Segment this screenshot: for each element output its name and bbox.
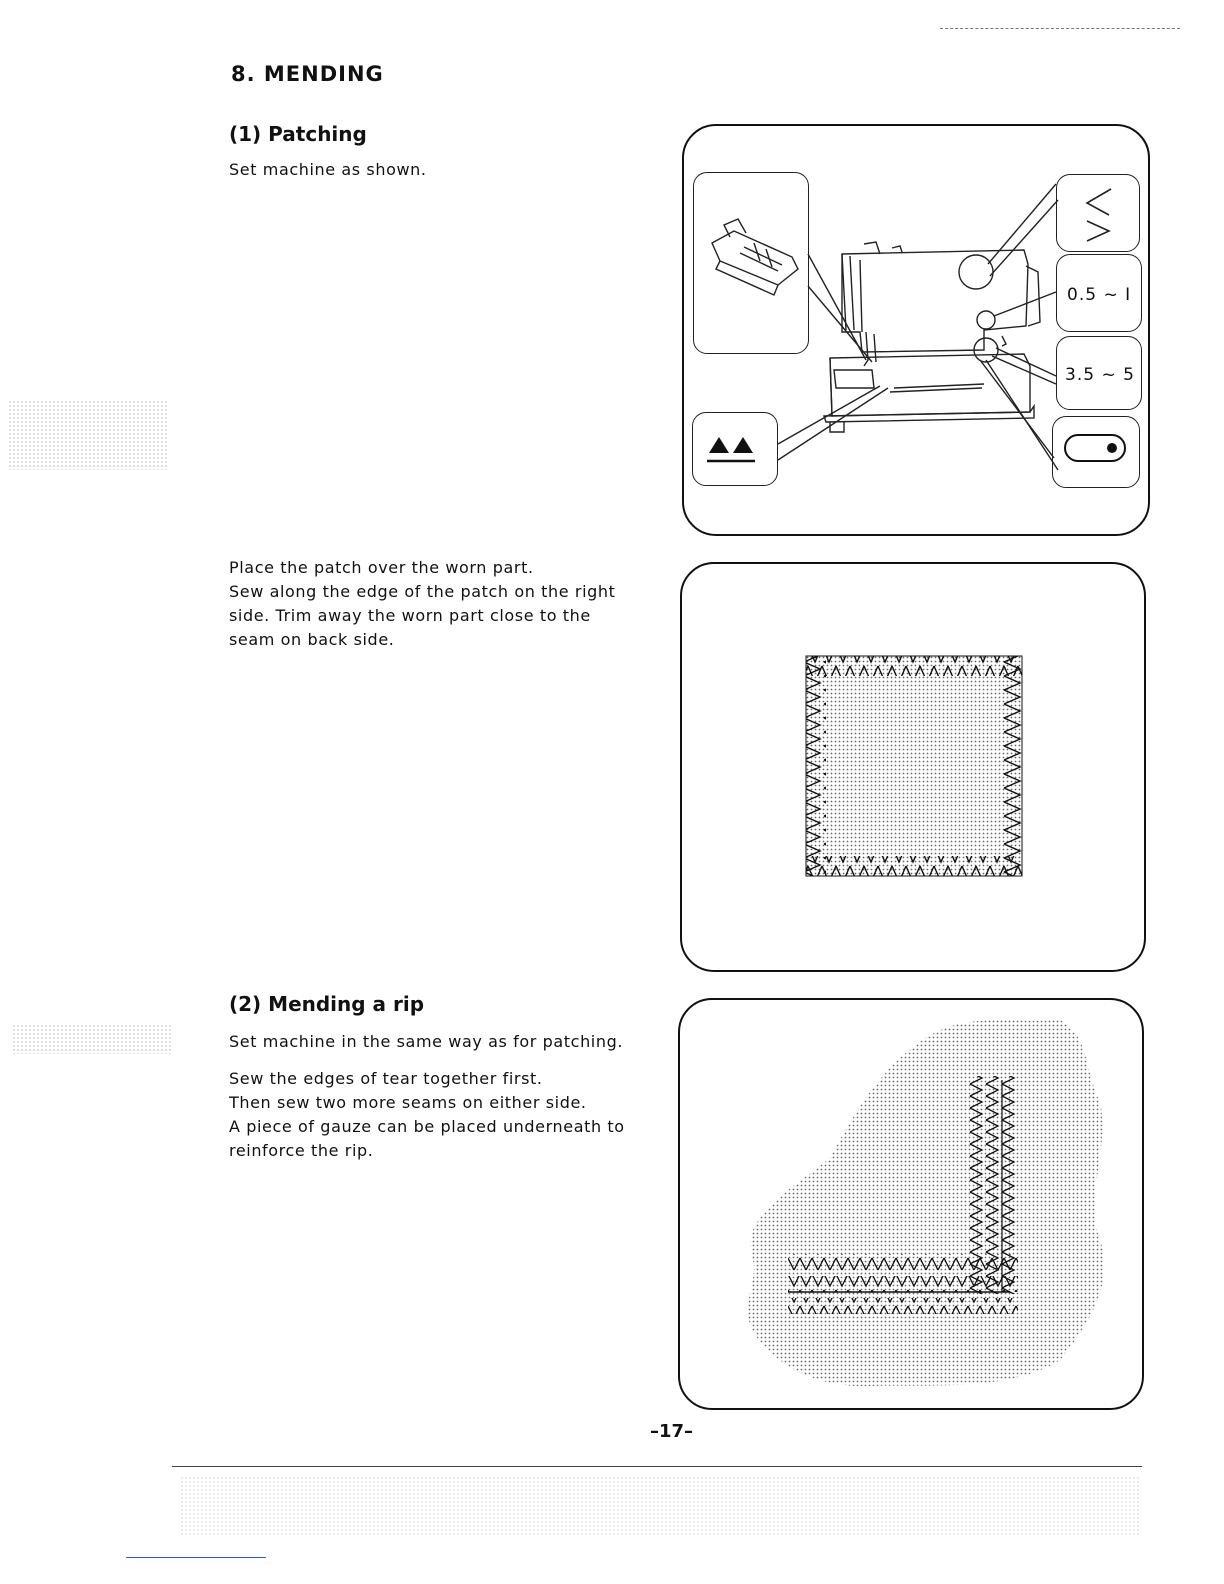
patching-heading: (1) Patching bbox=[229, 122, 367, 146]
page-number: –17– bbox=[650, 1421, 694, 1442]
bottom-rule bbox=[172, 1466, 1142, 1467]
rip-instruction-line: Sew the edges of tear together first. bbox=[229, 1069, 543, 1088]
rip-instruction-line: Then sew two more seams on either side. bbox=[229, 1093, 587, 1112]
sewing-machine-icon bbox=[684, 126, 1148, 534]
machine-settings-figure bbox=[682, 124, 1150, 536]
stitch-length-value: 0.5 ~ I bbox=[1067, 285, 1132, 305]
scan-noise bbox=[12, 1024, 172, 1054]
top-rule bbox=[940, 28, 1180, 29]
rip-instruction-line: reinforce the rip. bbox=[229, 1141, 374, 1160]
patch-figure bbox=[680, 562, 1146, 972]
section-title: 8. MENDING bbox=[231, 62, 384, 86]
stitch-width-value: 3.5 ~ 5 bbox=[1065, 365, 1135, 385]
rip-setup-text: Set machine in the same way as for patching. bbox=[229, 1032, 624, 1051]
patching-instruction-line: Place the patch over the worn part. bbox=[229, 558, 534, 577]
patching-instructions bbox=[229, 556, 649, 652]
rip-illustration bbox=[680, 1000, 1142, 1408]
rip-instruction-line: A piece of gauze can be placed underneath to bbox=[229, 1117, 625, 1136]
scan-noise bbox=[8, 400, 168, 470]
patching-instruction-line: Sew along the edge of the patch on the right bbox=[229, 582, 616, 601]
rip-instructions bbox=[229, 1067, 649, 1163]
rip-figure bbox=[678, 998, 1144, 1410]
scan-noise bbox=[180, 1476, 1140, 1536]
patching-setup-text: Set machine as shown. bbox=[229, 160, 427, 179]
patching-instruction-line: side. Trim away the worn part close to the bbox=[229, 606, 591, 625]
patching-instruction-line: seam on back side. bbox=[229, 630, 395, 649]
rip-heading: (2) Mending a rip bbox=[229, 992, 425, 1016]
blue-rule bbox=[126, 1557, 266, 1558]
patch-illustration bbox=[682, 564, 1144, 970]
